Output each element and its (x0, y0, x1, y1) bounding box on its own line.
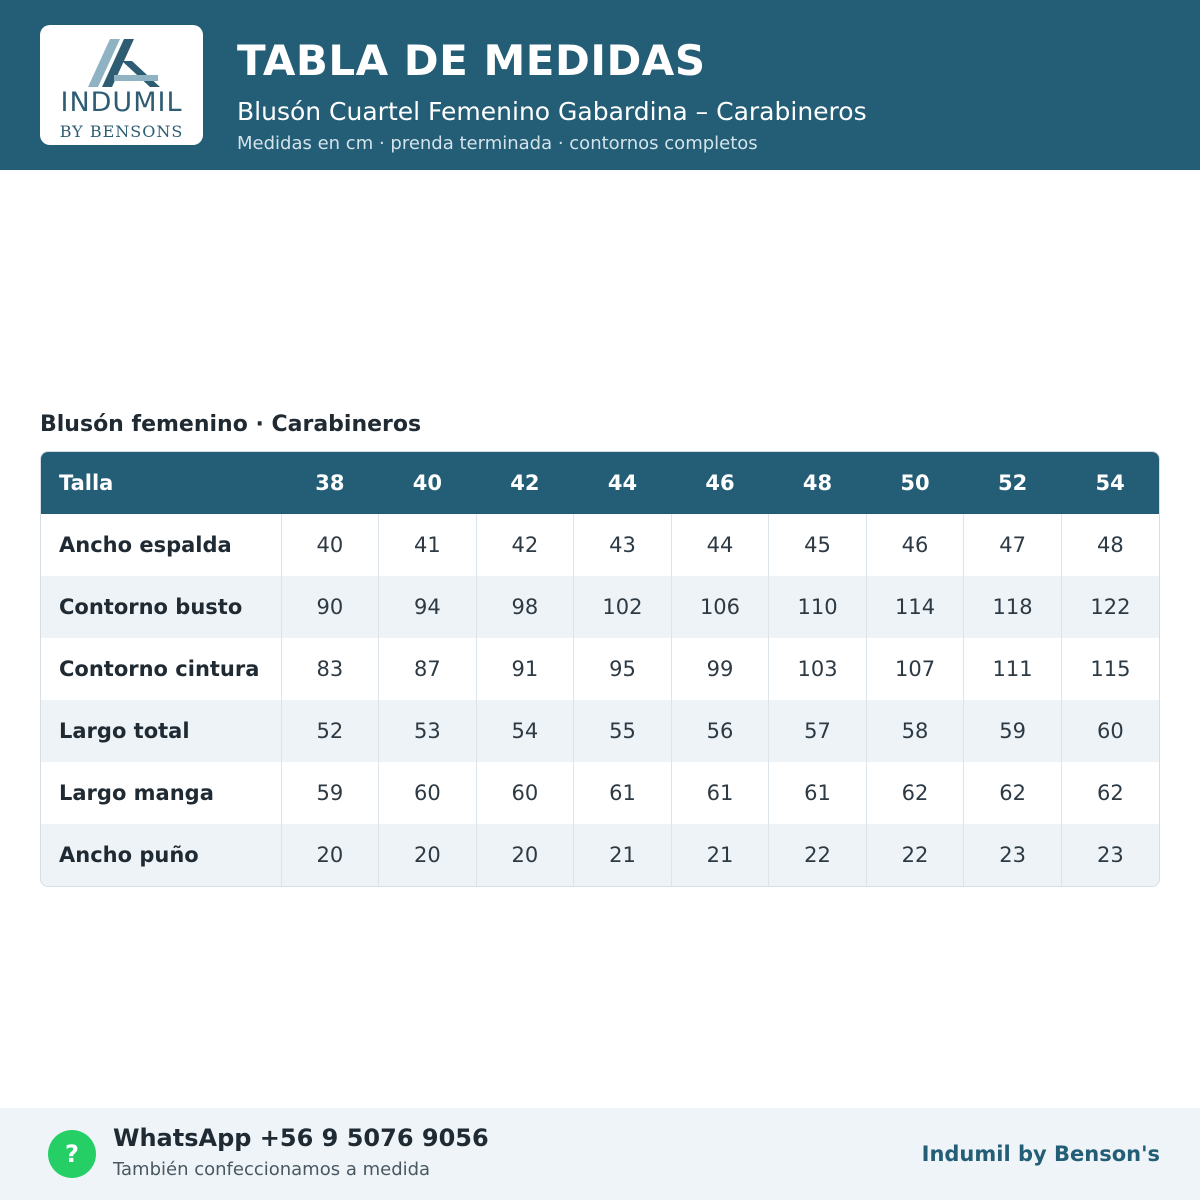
table-row (41, 824, 1159, 886)
table-cell: 20 (379, 824, 477, 886)
logo-name: INDUMIL (60, 87, 183, 118)
column-header-size: 44 (607, 471, 638, 495)
table-cell: 20 (281, 824, 379, 886)
table-cell: 52 (281, 700, 379, 762)
column-header-size: 54 (1095, 471, 1125, 495)
table-row (41, 638, 1159, 700)
table-cell: 21 (574, 824, 672, 886)
table-cell: 21 (671, 824, 769, 886)
table-cell: 122 (1061, 576, 1159, 638)
table-cell: 102 (574, 576, 672, 638)
table-cell: 61 (574, 762, 672, 824)
table-cell: 111 (964, 638, 1062, 700)
column-header-talla: Talla (59, 471, 114, 495)
column-header-size: 52 (997, 471, 1028, 495)
measurement-note: Medidas en cm · prenda terminada · contornos completos (237, 133, 758, 154)
table-cell: 62 (1061, 762, 1159, 824)
table-cell: 60 (379, 762, 477, 824)
table-cell: 94 (379, 576, 477, 638)
table-section-label: Blusón femenino · Carabineros (40, 412, 422, 437)
table-row (41, 576, 1159, 638)
table-cell: 43 (574, 514, 672, 576)
table-cell: 99 (671, 638, 769, 700)
footer-brand: Indumil by Benson's (921, 1142, 1160, 1166)
footer (0, 1108, 1200, 1200)
table-cell: 59 (964, 700, 1062, 762)
column-header-size: 40 (412, 471, 442, 495)
table-cell: 60 (1061, 700, 1159, 762)
row-label: Largo manga (59, 781, 214, 805)
table-cell: 114 (866, 576, 964, 638)
column-header-size: 38 (315, 471, 345, 495)
whatsapp-icon[interactable]: ? (48, 1130, 96, 1178)
row-label: Ancho puño (59, 843, 199, 867)
table-cell: 98 (476, 576, 574, 638)
table-cell: 41 (379, 514, 477, 576)
page-title: TABLA DE MEDIDAS (237, 36, 706, 85)
row-label: Largo total (59, 719, 190, 743)
table-cell: 53 (379, 700, 477, 762)
table-cell: 47 (964, 514, 1062, 576)
table-row (41, 700, 1159, 762)
table-cell: 48 (1061, 514, 1159, 576)
brand-logo (40, 25, 203, 145)
table-cell: 22 (769, 824, 867, 886)
row-label: Ancho espalda (59, 533, 232, 557)
table-cell: 44 (671, 514, 769, 576)
table-row (41, 762, 1159, 824)
logo-subtitle: BY BENSONS (59, 122, 184, 141)
header-banner (0, 0, 1200, 170)
table-cell: 62 (964, 762, 1062, 824)
table-cell: 59 (281, 762, 379, 824)
table-header-row (41, 452, 1159, 514)
custom-made-note: También confeccionamos a medida (113, 1159, 431, 1180)
table-cell: 90 (281, 576, 379, 638)
row-label: Contorno cintura (59, 657, 260, 681)
table-cell: 62 (866, 762, 964, 824)
table-cell: 106 (671, 576, 769, 638)
table-cell: 107 (866, 638, 964, 700)
table-cell: 56 (671, 700, 769, 762)
table-cell: 57 (769, 700, 867, 762)
logo-mark-icon (84, 31, 164, 91)
whatsapp-phone-link[interactable]: WhatsApp +56 9 5076 9056 (113, 1124, 489, 1152)
table-cell: 45 (769, 514, 867, 576)
table-cell: 46 (866, 514, 964, 576)
table-cell: 115 (1061, 638, 1159, 700)
table-cell: 58 (866, 700, 964, 762)
table-cell: 54 (476, 700, 574, 762)
table-row (41, 514, 1159, 576)
table-cell: 22 (866, 824, 964, 886)
table-cell: 40 (281, 514, 379, 576)
table-cell: 83 (281, 638, 379, 700)
column-header-size: 48 (802, 471, 833, 495)
table-cell: 20 (476, 824, 574, 886)
product-subtitle: Blusón Cuartel Femenino Gabardina – Carabineros (237, 97, 867, 126)
table-cell: 23 (964, 824, 1062, 886)
column-header-size: 46 (705, 471, 735, 495)
table-cell: 91 (476, 638, 574, 700)
table-cell: 55 (574, 700, 672, 762)
size-table (40, 451, 1160, 887)
table-cell: 42 (476, 514, 574, 576)
table-cell: 23 (1061, 824, 1159, 886)
table-cell: 110 (769, 576, 867, 638)
table-cell: 103 (769, 638, 867, 700)
table-cell: 95 (574, 638, 672, 700)
table-cell: 118 (964, 576, 1062, 638)
column-header-size: 50 (900, 471, 930, 495)
row-label: Contorno busto (59, 595, 243, 619)
column-header-size: 42 (510, 471, 540, 495)
table-cell: 87 (379, 638, 477, 700)
table-cell: 60 (476, 762, 574, 824)
table-cell: 61 (671, 762, 769, 824)
table-cell: 61 (769, 762, 867, 824)
